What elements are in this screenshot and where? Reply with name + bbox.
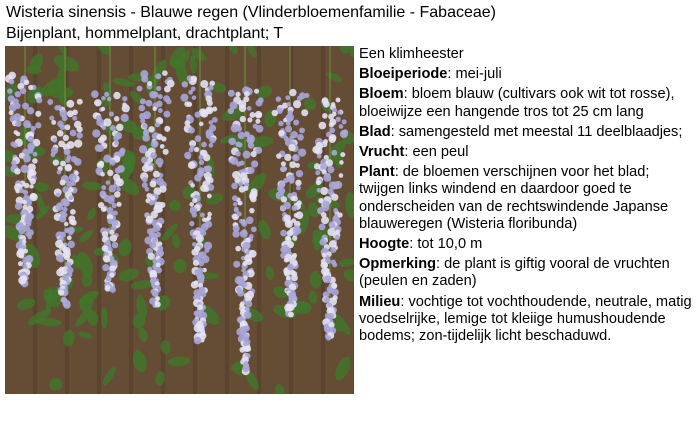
info-label: Plant	[359, 164, 395, 181]
info-entry-bloem	[359, 86, 694, 120]
info-text: : tot 10,0 m	[409, 236, 483, 253]
info-label: Milieu	[359, 293, 401, 310]
info-label: Vrucht	[359, 144, 405, 161]
info-entry-blad	[359, 124, 694, 141]
info-entry-vrucht	[359, 144, 694, 161]
wisteria-photo-icon	[5, 46, 354, 394]
info-text: : mei-juli	[447, 66, 502, 83]
info-label: Opmerking	[359, 256, 437, 273]
info-intro: Een klimheester	[359, 46, 464, 62]
info-entry-opmerking	[359, 256, 694, 290]
info-text: : samengesteld met meestal 11 deelblaadjes;	[390, 123, 683, 140]
info-text: : een peul	[404, 144, 469, 161]
info-label: Bloeiperiode	[359, 66, 448, 83]
info-entry-bloeiperiode	[359, 66, 694, 83]
info-text: : vochtige tot vochthoudende, neutrale, matig voedselrijke, lemige tot kleiige humushoudende bodems; zon-tijdelijk licht beschaduwd.	[359, 293, 692, 345]
species-info	[359, 46, 694, 348]
info-entry-milieu	[359, 294, 694, 346]
info-entry-plant	[359, 164, 694, 233]
info-text: : de bloemen verschijnen voor het blad; twijgen links windend en daardoor goed te onderscheiden van de rechtswindende Japanse blauweregen (Wisteria floribunda)	[359, 164, 669, 232]
info-entry-hoogte	[359, 236, 694, 253]
info-text: : de plant is giftig vooral de vruchten (peulen en zaden)	[359, 256, 670, 290]
page-title: Wisteria sinensis - Blauwe regen (Vlinderbloemenfamilie - Fabaceae)	[6, 4, 496, 21]
info-text: : bloem blauw (cultivars ook wit tot rosse), bloeiwijze een hangende tros tot 25 cm lang	[359, 86, 675, 120]
wisteria-photo	[5, 46, 354, 394]
page-subtitle: Bijenplant, hommelplant, drachtplant; T	[6, 25, 284, 42]
info-label: Blad	[359, 123, 391, 140]
info-label: Bloem	[359, 86, 404, 103]
info-label: Hoogte	[359, 236, 410, 253]
